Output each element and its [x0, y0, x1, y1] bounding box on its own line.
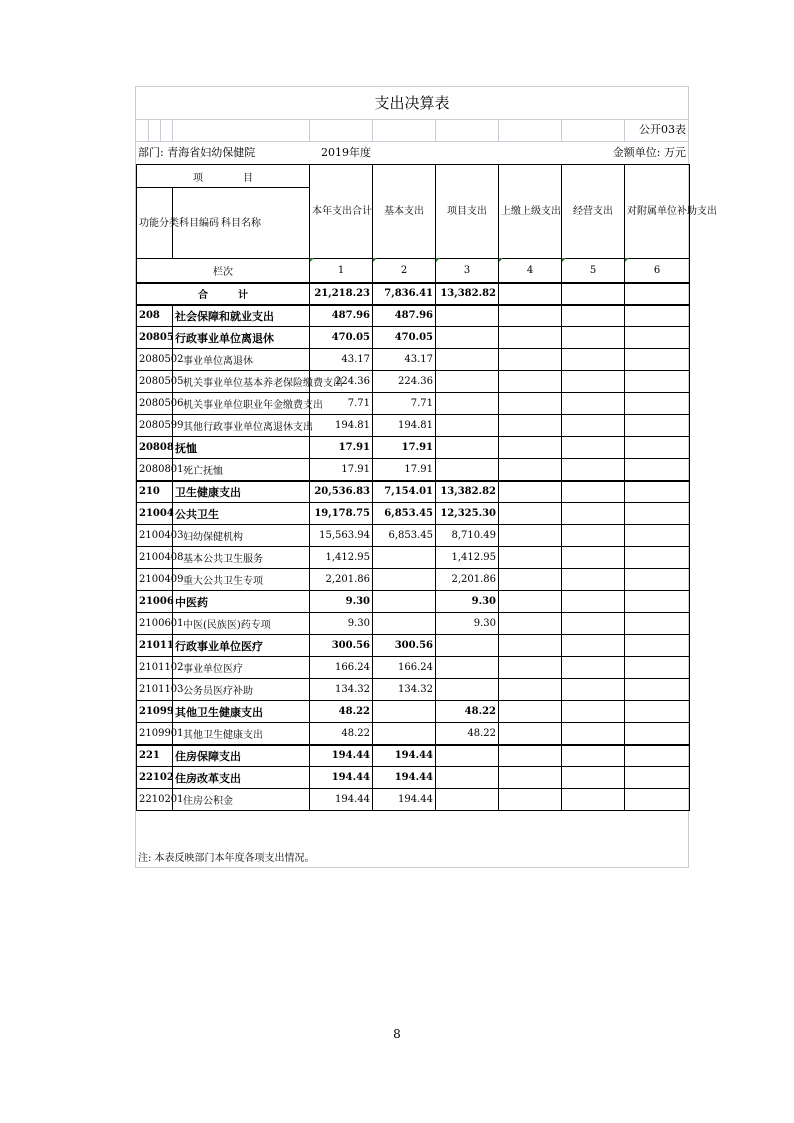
empty-cell — [625, 525, 690, 547]
expenditure-table — [136, 164, 717, 811]
table-row — [137, 503, 690, 525]
empty-cell — [499, 283, 562, 305]
row-project: 1,412.95 — [436, 547, 499, 569]
row-code: 221 — [137, 745, 173, 767]
row-total: 470.05 — [310, 327, 373, 349]
row-project — [436, 371, 499, 393]
row-code: 20808 — [137, 437, 173, 459]
row-code: 2080506 — [137, 393, 173, 415]
empty-cell — [562, 503, 625, 525]
table-row — [137, 613, 690, 635]
blank-spreadsheet-row — [136, 119, 688, 142]
row-total: 2,201.86 — [310, 569, 373, 591]
row-name: 事业单位医疗 — [173, 657, 310, 679]
row-total: 48.22 — [310, 723, 373, 745]
row-total: 1,412.95 — [310, 547, 373, 569]
row-project — [436, 745, 499, 767]
row-total: 194.81 — [310, 415, 373, 437]
table-row — [137, 459, 690, 481]
row-name: 其他卫生健康支出 — [173, 701, 310, 723]
row-total: 224.36 — [310, 371, 373, 393]
table-row — [137, 701, 690, 723]
header-subsidy: 对附属单位补助支出 — [625, 165, 690, 259]
empty-cell — [499, 767, 562, 789]
row-basic: 6,853.45 — [373, 525, 436, 547]
row-code: 2100408 — [137, 547, 173, 569]
empty-cell — [562, 437, 625, 459]
header-upper-payment: 上缴上级支出 — [499, 165, 562, 259]
row-basic: 194.44 — [373, 745, 436, 767]
row-project — [436, 349, 499, 371]
row-name: 行政事业单位医疗 — [173, 635, 310, 657]
row-basic: 43.17 — [373, 349, 436, 371]
table-row — [137, 591, 690, 613]
table-row — [137, 349, 690, 371]
empty-cell — [499, 503, 562, 525]
row-total: 19,178.75 — [310, 503, 373, 525]
row-basic — [373, 701, 436, 723]
empty-cell — [562, 701, 625, 723]
empty-cell — [625, 547, 690, 569]
row-name: 死亡抚恤 — [173, 459, 310, 481]
empty-cell — [562, 789, 625, 811]
column-number: 1 — [310, 259, 373, 283]
row-name: 行政事业单位离退休 — [173, 327, 310, 349]
row-code: 20805 — [137, 327, 173, 349]
table-row — [137, 789, 690, 811]
blank-cell — [435, 119, 499, 141]
fiscal-year: 2019年度 — [321, 146, 371, 159]
table-row — [137, 525, 690, 547]
row-project: 48.22 — [436, 723, 499, 745]
row-code: 2080801 — [137, 459, 173, 481]
row-basic: 166.24 — [373, 657, 436, 679]
row-total: 17.91 — [310, 437, 373, 459]
row-name: 住房公积金 — [173, 789, 310, 811]
footnote: 注: 本表反映部门本年度各项支出情况。 — [138, 853, 315, 864]
empty-cell — [625, 349, 690, 371]
row-code: 2101103 — [137, 679, 173, 701]
blank-cell — [561, 119, 625, 141]
row-name: 住房保障支出 — [173, 745, 310, 767]
row-project: 2,201.86 — [436, 569, 499, 591]
cell-marker-icon — [562, 258, 566, 262]
row-project — [436, 679, 499, 701]
table-row — [137, 437, 690, 459]
empty-cell — [499, 635, 562, 657]
table-row — [137, 745, 690, 767]
row-name: 住房改革支出 — [173, 767, 310, 789]
row-code: 21099 — [137, 701, 173, 723]
table-row — [137, 305, 690, 327]
row-code: 2080505 — [137, 371, 173, 393]
row-name: 抚恤 — [173, 437, 310, 459]
empty-cell — [625, 723, 690, 745]
row-code: 2080502 — [137, 349, 173, 371]
empty-cell — [562, 305, 625, 327]
empty-cell — [499, 437, 562, 459]
row-total: 20,536.83 — [310, 481, 373, 503]
row-name: 公务员医疗补助 — [173, 679, 310, 701]
header-name: 科目名称 — [173, 188, 310, 259]
row-basic: 194.44 — [373, 789, 436, 811]
empty-cell — [625, 327, 690, 349]
empty-cell — [562, 679, 625, 701]
empty-cell — [625, 613, 690, 635]
empty-cell — [562, 415, 625, 437]
empty-cell — [625, 305, 690, 327]
row-name: 其他卫生健康支出 — [173, 723, 310, 745]
table-row — [137, 635, 690, 657]
row-project — [436, 393, 499, 415]
row-basic — [373, 591, 436, 613]
row-total: 300.56 — [310, 635, 373, 657]
row-code: 21004 — [137, 503, 173, 525]
table-row — [137, 327, 690, 349]
empty-cell — [499, 525, 562, 547]
row-basic: 194.44 — [373, 767, 436, 789]
blank-cell — [172, 119, 310, 141]
table-row — [137, 415, 690, 437]
row-code: 2100601 — [137, 613, 173, 635]
row-name: 重大公共卫生专项 — [173, 569, 310, 591]
empty-cell — [499, 327, 562, 349]
empty-cell — [562, 767, 625, 789]
header-project: 项 目 — [137, 165, 310, 188]
row-name: 公共卫生 — [173, 503, 310, 525]
row-total: 134.32 — [310, 679, 373, 701]
empty-cell — [499, 371, 562, 393]
blank-cell — [309, 119, 373, 141]
cell-marker-icon — [499, 258, 503, 262]
row-code: 21006 — [137, 591, 173, 613]
department-label: 部门: 青海省妇幼保健院 — [138, 146, 256, 159]
empty-cell — [499, 789, 562, 811]
row-project: 9.30 — [436, 591, 499, 613]
row-basic: 134.32 — [373, 679, 436, 701]
row-total: 9.30 — [310, 613, 373, 635]
empty-cell — [499, 481, 562, 503]
row-project — [436, 767, 499, 789]
row-project: 12,325.30 — [436, 503, 499, 525]
row-project — [436, 635, 499, 657]
total-project: 13,382.82 — [436, 283, 499, 305]
empty-cell — [625, 503, 690, 525]
row-code: 2210201 — [137, 789, 173, 811]
row-code: 2100403 — [137, 525, 173, 547]
row-code: 2100409 — [137, 569, 173, 591]
row-basic: 6,853.45 — [373, 503, 436, 525]
empty-cell — [625, 657, 690, 679]
empty-cell — [625, 481, 690, 503]
empty-cell — [499, 393, 562, 415]
row-basic — [373, 569, 436, 591]
empty-cell — [625, 679, 690, 701]
cell-marker-icon — [625, 258, 629, 262]
header-project-expense: 项目支出 — [436, 165, 499, 259]
empty-cell — [562, 635, 625, 657]
header-total: 本年支出合计 — [310, 165, 373, 259]
row-basic: 224.36 — [373, 371, 436, 393]
empty-cell — [499, 591, 562, 613]
empty-cell — [562, 525, 625, 547]
table-row — [137, 569, 690, 591]
row-total: 43.17 — [310, 349, 373, 371]
row-project — [436, 437, 499, 459]
empty-cell — [562, 349, 625, 371]
page-number: 8 — [393, 1027, 401, 1041]
total-amount: 21,218.23 — [310, 283, 373, 305]
row-basic — [373, 723, 436, 745]
empty-cell — [625, 393, 690, 415]
row-basic: 17.91 — [373, 437, 436, 459]
row-project — [436, 415, 499, 437]
empty-cell — [625, 569, 690, 591]
row-basic: 300.56 — [373, 635, 436, 657]
row-project: 48.22 — [436, 701, 499, 723]
empty-cell — [499, 415, 562, 437]
empty-cell — [625, 767, 690, 789]
header-code: 功能分类科目编码 — [137, 188, 173, 259]
column-number: 2 — [373, 259, 436, 283]
row-code: 210 — [137, 481, 173, 503]
table-row — [137, 371, 690, 393]
row-name: 机关事业单位基本养老保险缴费支出 — [173, 371, 310, 393]
row-name: 事业单位离退休 — [173, 349, 310, 371]
column-number-label: 栏次 — [137, 259, 310, 283]
row-total: 17.91 — [310, 459, 373, 481]
row-code: 21011 — [137, 635, 173, 657]
currency-unit: 金额单位: 万元 — [612, 146, 686, 159]
empty-cell — [499, 613, 562, 635]
empty-cell — [562, 591, 625, 613]
row-basic: 7.71 — [373, 393, 436, 415]
row-total: 487.96 — [310, 305, 373, 327]
row-basic: 470.05 — [373, 327, 436, 349]
empty-cell — [499, 349, 562, 371]
row-code: 2109901 — [137, 723, 173, 745]
empty-cell — [625, 371, 690, 393]
row-name: 卫生健康支出 — [173, 481, 310, 503]
row-basic: 17.91 — [373, 459, 436, 481]
report-title: 支出决算表 — [136, 87, 688, 120]
empty-cell — [499, 459, 562, 481]
empty-cell — [499, 305, 562, 327]
row-basic: 194.81 — [373, 415, 436, 437]
cell-marker-icon — [436, 258, 440, 262]
blank-cell — [498, 119, 562, 141]
row-total: 194.44 — [310, 789, 373, 811]
row-name: 中医(民族医)药专项 — [173, 613, 310, 635]
row-code: 22102 — [137, 767, 173, 789]
row-name: 中医药 — [173, 591, 310, 613]
total-label: 合 计 — [137, 283, 310, 305]
row-project — [436, 305, 499, 327]
empty-cell — [499, 723, 562, 745]
row-name: 机关事业单位职业年金缴费支出 — [173, 393, 310, 415]
empty-cell — [562, 613, 625, 635]
empty-cell — [562, 745, 625, 767]
row-project — [436, 459, 499, 481]
row-project — [436, 657, 499, 679]
row-basic — [373, 613, 436, 635]
total-row — [137, 283, 690, 305]
empty-cell — [562, 547, 625, 569]
row-name: 其他行政事业单位离退休支出 — [173, 415, 310, 437]
row-name: 妇幼保健机构 — [173, 525, 310, 547]
row-total: 15,563.94 — [310, 525, 373, 547]
table-row — [137, 679, 690, 701]
empty-cell — [562, 723, 625, 745]
empty-cell — [625, 283, 690, 305]
table-row — [137, 723, 690, 745]
form-number: 公开03表 — [639, 123, 686, 136]
empty-cell — [562, 283, 625, 305]
column-number: 6 — [625, 259, 690, 283]
empty-cell — [625, 591, 690, 613]
empty-cell — [562, 371, 625, 393]
row-code: 208 — [137, 305, 173, 327]
table-row — [137, 481, 690, 503]
header-basic: 基本支出 — [373, 165, 436, 259]
row-total: 194.44 — [310, 767, 373, 789]
blank-cell — [372, 119, 436, 141]
empty-cell — [625, 789, 690, 811]
cell-marker-icon — [310, 258, 314, 262]
row-project — [436, 327, 499, 349]
empty-cell — [562, 393, 625, 415]
row-project: 8,710.49 — [436, 525, 499, 547]
header-business: 经营支出 — [562, 165, 625, 259]
table-row — [137, 767, 690, 789]
row-total: 48.22 — [310, 701, 373, 723]
empty-cell — [499, 657, 562, 679]
row-total: 166.24 — [310, 657, 373, 679]
empty-cell — [499, 701, 562, 723]
empty-cell — [499, 745, 562, 767]
row-basic: 7,154.01 — [373, 481, 436, 503]
row-name: 基本公共卫生服务 — [173, 547, 310, 569]
row-basic: 487.96 — [373, 305, 436, 327]
empty-cell — [562, 657, 625, 679]
empty-cell — [625, 459, 690, 481]
row-total: 9.30 — [310, 591, 373, 613]
row-code: 2101102 — [137, 657, 173, 679]
row-code: 2080599 — [137, 415, 173, 437]
column-number: 5 — [562, 259, 625, 283]
empty-cell — [625, 745, 690, 767]
empty-cell — [562, 459, 625, 481]
empty-cell — [562, 481, 625, 503]
row-total: 194.44 — [310, 745, 373, 767]
empty-cell — [625, 701, 690, 723]
row-name: 社会保障和就业支出 — [173, 305, 310, 327]
total-basic: 7,836.41 — [373, 283, 436, 305]
row-project — [436, 789, 499, 811]
empty-cell — [499, 569, 562, 591]
table-row — [137, 657, 690, 679]
cell-marker-icon — [373, 258, 377, 262]
row-total: 7.71 — [310, 393, 373, 415]
row-project: 13,382.82 — [436, 481, 499, 503]
empty-cell — [562, 569, 625, 591]
report-sheet — [135, 86, 717, 868]
empty-cell — [562, 327, 625, 349]
empty-cell — [499, 679, 562, 701]
empty-cell — [625, 635, 690, 657]
column-number: 4 — [499, 259, 562, 283]
empty-cell — [625, 437, 690, 459]
row-basic — [373, 547, 436, 569]
column-number: 3 — [436, 259, 499, 283]
table-row — [137, 547, 690, 569]
table-row — [137, 393, 690, 415]
empty-cell — [499, 547, 562, 569]
row-project: 9.30 — [436, 613, 499, 635]
empty-cell — [625, 415, 690, 437]
